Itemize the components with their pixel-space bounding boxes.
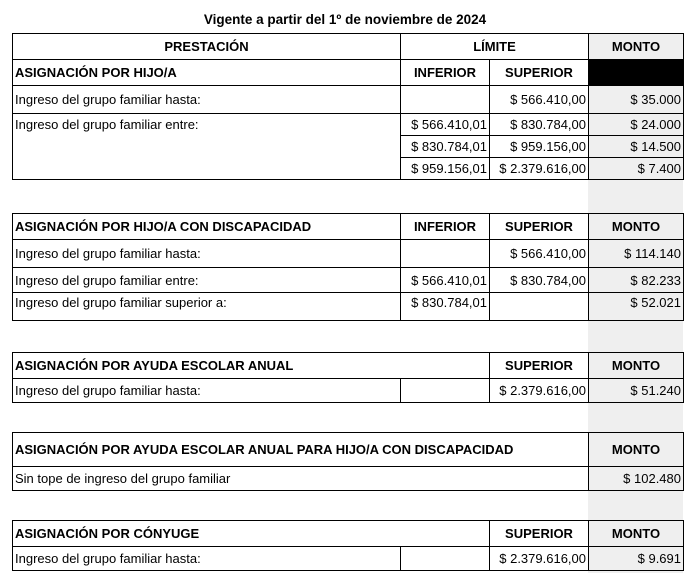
cell-superior: $ 2.379.616,00 xyxy=(490,547,589,571)
section-name: ASIGNACIÓN POR HIJO/A CON DISCAPACIDAD xyxy=(13,214,401,240)
page-title: Vigente a partir del 1º de noviembre de 2024 xyxy=(203,12,487,27)
cell-inferior: $ 566.410,01 xyxy=(401,268,490,293)
table-hijo xyxy=(12,33,684,180)
row-label: Ingreso del grupo familiar hasta: xyxy=(13,547,401,571)
table-row xyxy=(13,268,684,293)
row-label: Ingreso del grupo familiar hasta: xyxy=(13,240,401,268)
cell-empty xyxy=(401,547,490,571)
cell-empty xyxy=(401,379,490,403)
row-label: Ingreso del grupo familiar hasta: xyxy=(13,86,401,114)
table-conyuge xyxy=(12,520,684,571)
cell-monto: $ 35.000 xyxy=(589,86,684,114)
table-discapacidad xyxy=(12,213,684,321)
table-row xyxy=(13,158,684,180)
table-row xyxy=(13,293,684,321)
cell-monto: $ 51.240 xyxy=(589,379,684,403)
section-header-row xyxy=(13,60,684,86)
table-escolar-discapacidad xyxy=(12,432,684,491)
table-row xyxy=(13,240,684,268)
cell-superior: $ 959.156,00 xyxy=(490,136,589,158)
table-escolar xyxy=(12,352,684,403)
cell-empty xyxy=(490,293,589,321)
col-superior: SUPERIOR xyxy=(490,521,589,547)
section-header-row xyxy=(13,521,684,547)
header-limite: LÍMITE xyxy=(401,34,589,60)
section-name: ASIGNACIÓN POR HIJO/A xyxy=(13,60,401,86)
cell-superior: $ 830.784,00 xyxy=(490,114,589,136)
col-superior: SUPERIOR xyxy=(490,353,589,379)
cell-empty xyxy=(13,158,401,180)
cell-monto: $ 7.400 xyxy=(589,158,684,180)
cell-inferior: $ 830.784,01 xyxy=(401,136,490,158)
blacked-cell xyxy=(589,60,684,86)
cell-monto: $ 82.233 xyxy=(589,268,684,293)
col-inferior: INFERIOR xyxy=(401,60,490,86)
table-row xyxy=(13,467,684,491)
table-row xyxy=(13,136,684,158)
cell-monto: $ 24.000 xyxy=(589,114,684,136)
cell-empty xyxy=(401,240,490,268)
cell-superior: $ 830.784,00 xyxy=(490,268,589,293)
row-label: Ingreso del grupo familiar entre: xyxy=(13,268,401,293)
section-name: ASIGNACIÓN POR CÓNYUGE xyxy=(13,521,490,547)
section-name: ASIGNACIÓN POR AYUDA ESCOLAR ANUAL xyxy=(13,353,490,379)
table-row xyxy=(13,114,684,136)
header-prestacion: PRESTACIÓN xyxy=(13,34,401,60)
table-row xyxy=(13,547,684,571)
cell-monto: $ 102.480 xyxy=(589,467,684,491)
cell-monto: $ 14.500 xyxy=(589,136,684,158)
col-superior: SUPERIOR xyxy=(490,214,589,240)
table-row xyxy=(13,379,684,403)
cell-superior: $ 566.410,00 xyxy=(490,240,589,268)
cell-monto: $ 114.140 xyxy=(589,240,684,268)
col-superior: SUPERIOR xyxy=(490,60,589,86)
row-label: Sin tope de ingreso del grupo familiar xyxy=(13,467,589,491)
cell-inferior: $ 959.156,01 xyxy=(401,158,490,180)
col-monto: MONTO xyxy=(589,433,684,467)
cell-empty xyxy=(13,136,401,158)
cell-monto: $ 52.021 xyxy=(589,293,684,321)
cell-superior: $ 2.379.616,00 xyxy=(490,158,589,180)
header-row xyxy=(13,34,684,60)
row-label: Ingreso del grupo familiar entre: xyxy=(13,114,401,136)
cell-inferior: $ 830.784,01 xyxy=(401,293,490,321)
row-label: Ingreso del grupo familiar hasta: xyxy=(13,379,401,403)
col-inferior: INFERIOR xyxy=(401,214,490,240)
section-header-row xyxy=(13,433,684,467)
section-header-row xyxy=(13,353,684,379)
table-row xyxy=(13,86,684,114)
header-monto: MONTO xyxy=(589,34,684,60)
row-label: Ingreso del grupo familiar superior a: xyxy=(13,293,401,321)
section-name: ASIGNACIÓN POR AYUDA ESCOLAR ANUAL PARA HIJO/A CON DISCAPACIDAD xyxy=(13,433,589,467)
cell-inferior: $ 566.410,01 xyxy=(401,114,490,136)
cell-monto: $ 9.691 xyxy=(589,547,684,571)
cell-superior: $ 2.379.616,00 xyxy=(490,379,589,403)
cell-empty xyxy=(401,86,490,114)
col-monto: MONTO xyxy=(589,214,684,240)
col-monto: MONTO xyxy=(589,521,684,547)
col-monto: MONTO xyxy=(589,353,684,379)
section-header-row xyxy=(13,214,684,240)
cell-superior: $ 566.410,00 xyxy=(490,86,589,114)
